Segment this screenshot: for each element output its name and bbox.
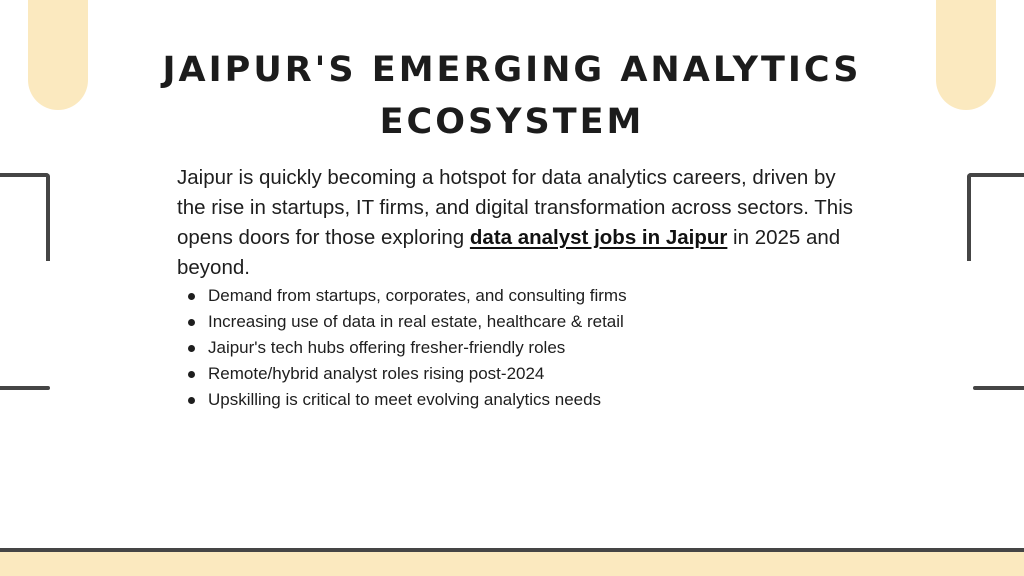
decorative-tab-left [28, 0, 88, 110]
list-item: Jaipur's tech hubs offering fresher-friendly roles [186, 335, 806, 361]
bullet-list [186, 283, 806, 413]
decorative-line-right-bottom [973, 386, 1024, 390]
decorative-bracket-right-top [967, 173, 1024, 261]
intro-text-after-link: in 2025 and beyond. [177, 226, 841, 279]
footer-band [0, 552, 1024, 576]
intro-text-before-link: Jaipur is quickly becoming a hotspot for data analytics careers, driven by the rise in startups, IT firms, and digital transformation across sectors. This opens doors for those exploring [177, 166, 853, 249]
slide-title: JAIPUR'S EMERGING ANALYTICS ECOSYSTEM [162, 50, 862, 142]
list-item: Remote/hybrid analyst roles rising post-2024 [186, 361, 806, 387]
list-item: Increasing use of data in real estate, healthcare & retail [186, 309, 806, 335]
list-item: Demand from startups, corporates, and consulting firms [186, 283, 806, 309]
decorative-bracket-left-top [0, 173, 50, 261]
decorative-line-left-bottom [0, 386, 50, 390]
intro-paragraph [177, 163, 867, 283]
data-analyst-jobs-link[interactable]: data analyst jobs in Jaipur [469, 226, 728, 249]
decorative-tab-right [936, 0, 996, 110]
list-item: Upskilling is critical to meet evolving analytics needs [186, 387, 806, 413]
